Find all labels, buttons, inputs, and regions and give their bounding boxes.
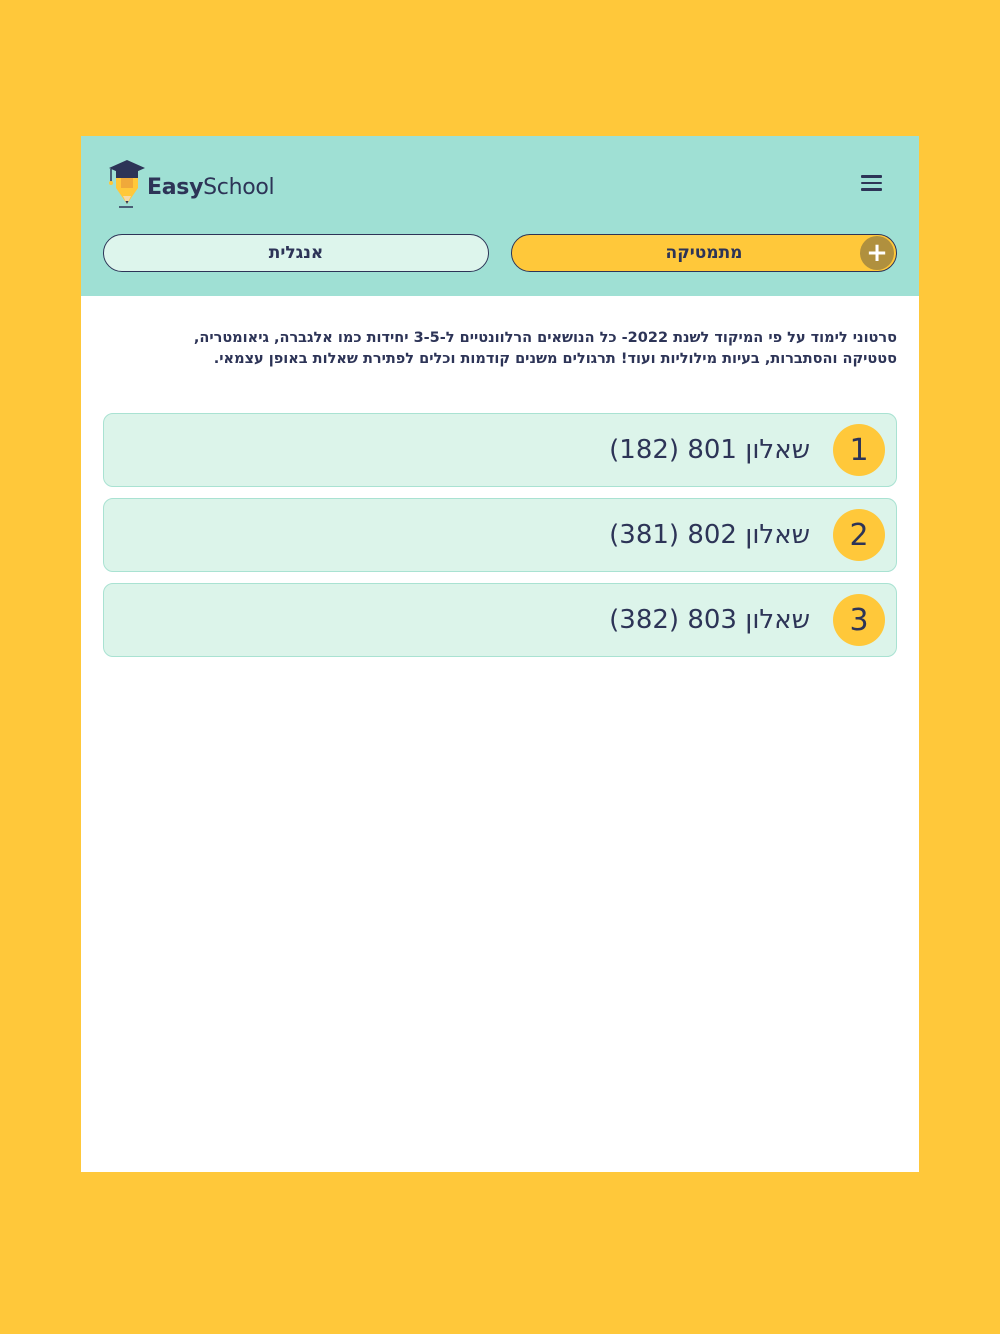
logo-text-rest: School xyxy=(203,174,275,200)
tab-english[interactable] xyxy=(103,234,489,272)
logo-text-bold: Easy xyxy=(147,174,204,200)
plus-icon[interactable]: + xyxy=(860,236,894,270)
header xyxy=(81,136,919,296)
item-number-badge: 2 xyxy=(833,509,885,561)
tab-english-label: אנגלית xyxy=(268,243,324,263)
exam-item-label: שאלון 801 (182) xyxy=(609,435,810,465)
item-number-badge: 1 xyxy=(833,424,885,476)
app-screen xyxy=(81,136,919,1172)
exam-item-801[interactable] xyxy=(103,413,897,487)
tab-math-label: מתמטיקה xyxy=(665,243,743,263)
logo-text xyxy=(147,175,274,200)
logo[interactable] xyxy=(107,158,274,210)
hamburger-menu-icon[interactable] xyxy=(855,170,887,196)
exam-item-label: שאלון 803 (382) xyxy=(609,605,810,635)
exam-item-803[interactable] xyxy=(103,583,897,657)
graduation-cap-pencil-icon xyxy=(107,158,147,210)
exam-item-label: שאלון 802 (381) xyxy=(609,520,810,550)
exam-item-802[interactable] xyxy=(103,498,897,572)
item-number-badge: 3 xyxy=(833,594,885,646)
tab-math[interactable] xyxy=(511,234,897,272)
intro-text: סרטוני לימוד על פי המיקוד לשנת 2022- כל הנושאים הרלוונטיים ל-3-5 יחידות כמו אלגברה, גיאומטריה, סטטיקה והסתברות, בעיות מילוליות ועוד! תרגולים משנים קודמות וכלים לפתירת שאלות באופן עצמאי. xyxy=(193,330,897,367)
